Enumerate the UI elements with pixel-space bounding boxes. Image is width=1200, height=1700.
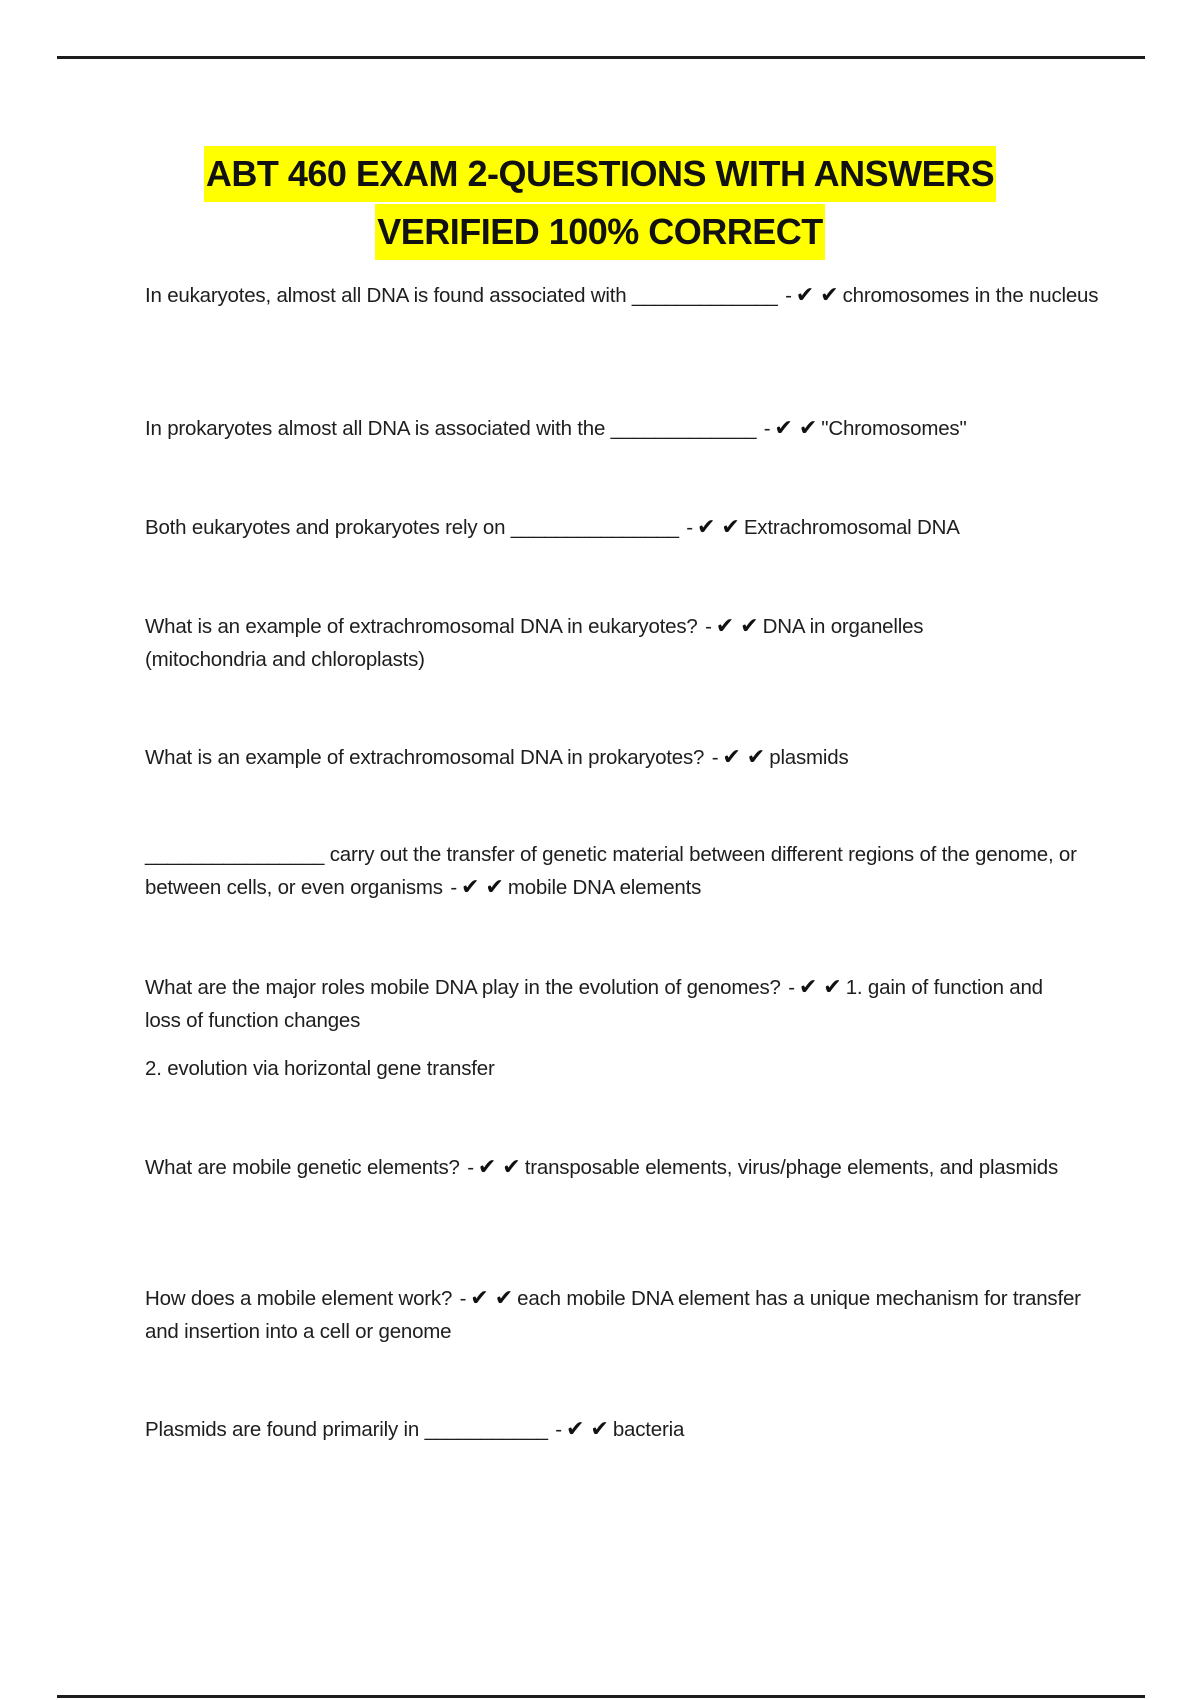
- answer-text: transposable elements, virus/phage elements, and plasmids: [524, 1156, 1059, 1179]
- question-text: Plasmids are found primarily in ___________: [145, 1418, 548, 1441]
- question-text: What is an example of extrachromosomal DNA in eukaryotes?: [145, 615, 698, 638]
- double-check-icon: ✔✔: [722, 745, 772, 770]
- double-check-icon: ✔✔: [565, 1417, 615, 1442]
- qa-item-9: [145, 1282, 1105, 1348]
- double-check-icon: ✔✔: [715, 614, 765, 639]
- footer-rule: [57, 1695, 1145, 1698]
- separator: -: [555, 1418, 562, 1441]
- qa-item-6: [145, 838, 1105, 904]
- double-check-icon: ✔✔: [460, 875, 510, 900]
- answer-text: 1. gain of function and loss of function changes: [145, 976, 1043, 1032]
- question-text: In eukaryotes, almost all DNA is found associated with _____________: [145, 284, 778, 307]
- double-check-icon: ✔✔: [696, 515, 746, 540]
- qa-item-5: [145, 741, 1105, 774]
- double-check-icon: ✔✔: [774, 416, 824, 441]
- answer-text: each mobile DNA element has a unique mechanism for transfer and insertion into a cell or genome: [145, 1287, 1081, 1343]
- answer-text: DNA in organelles (mitochondria and chloroplasts): [145, 615, 924, 671]
- separator: -: [711, 746, 719, 769]
- double-check-icon: ✔✔: [795, 283, 845, 308]
- answer-text-extra: 2. evolution via horizontal gene transfer: [145, 1057, 495, 1080]
- answer-text: mobile DNA elements: [507, 876, 702, 899]
- answer-text: bacteria: [612, 1418, 685, 1441]
- question-text: ________________ carry out the transfer of genetic material between different regions of the genome, or between cells, or even organisms: [145, 843, 1077, 899]
- title-line-1: ABT 460 EXAM 2-QUESTIONS WITH ANSWERS: [204, 146, 996, 202]
- document-title: [0, 146, 1200, 262]
- separator: -: [450, 876, 457, 899]
- answer-text: "Chromosomes": [821, 417, 967, 440]
- double-check-icon: ✔✔: [477, 1155, 527, 1180]
- double-check-icon: ✔✔: [470, 1286, 520, 1311]
- question-text: In prokaryotes almost all DNA is associated with the _____________: [145, 417, 757, 440]
- separator: -: [686, 516, 693, 539]
- answer-text: chromosomes in the nucleus: [842, 284, 1099, 307]
- answer-text: Extrachromosomal DNA: [743, 516, 960, 539]
- question-text: What is an example of extrachromosomal DNA in prokaryotes?: [145, 746, 705, 769]
- header-rule: [57, 56, 1145, 59]
- qa-item-1: [145, 279, 1105, 312]
- title-line-2: VERIFIED 100% CORRECT: [375, 204, 825, 260]
- question-text: What are mobile genetic elements?: [145, 1156, 460, 1179]
- answer-text: plasmids: [769, 746, 849, 769]
- double-check-icon: ✔✔: [798, 975, 848, 1000]
- qa-item-10: [145, 1413, 1105, 1446]
- qa-item-3: [145, 511, 1105, 544]
- separator: -: [788, 976, 795, 999]
- separator: -: [467, 1156, 474, 1179]
- separator: -: [705, 615, 712, 638]
- qa-item-7: [145, 971, 1045, 1085]
- qa-item-8: [145, 1151, 1105, 1184]
- qa-item-2: [145, 412, 1105, 445]
- qa-item-4: [145, 610, 1045, 676]
- question-text: How does a mobile element work?: [145, 1287, 453, 1310]
- separator: -: [459, 1287, 467, 1310]
- question-text: What are the major roles mobile DNA play in the evolution of genomes?: [145, 976, 781, 999]
- separator: -: [785, 284, 792, 307]
- question-text: Both eukaryotes and prokaryotes rely on _______________: [145, 516, 679, 539]
- separator: -: [763, 417, 771, 440]
